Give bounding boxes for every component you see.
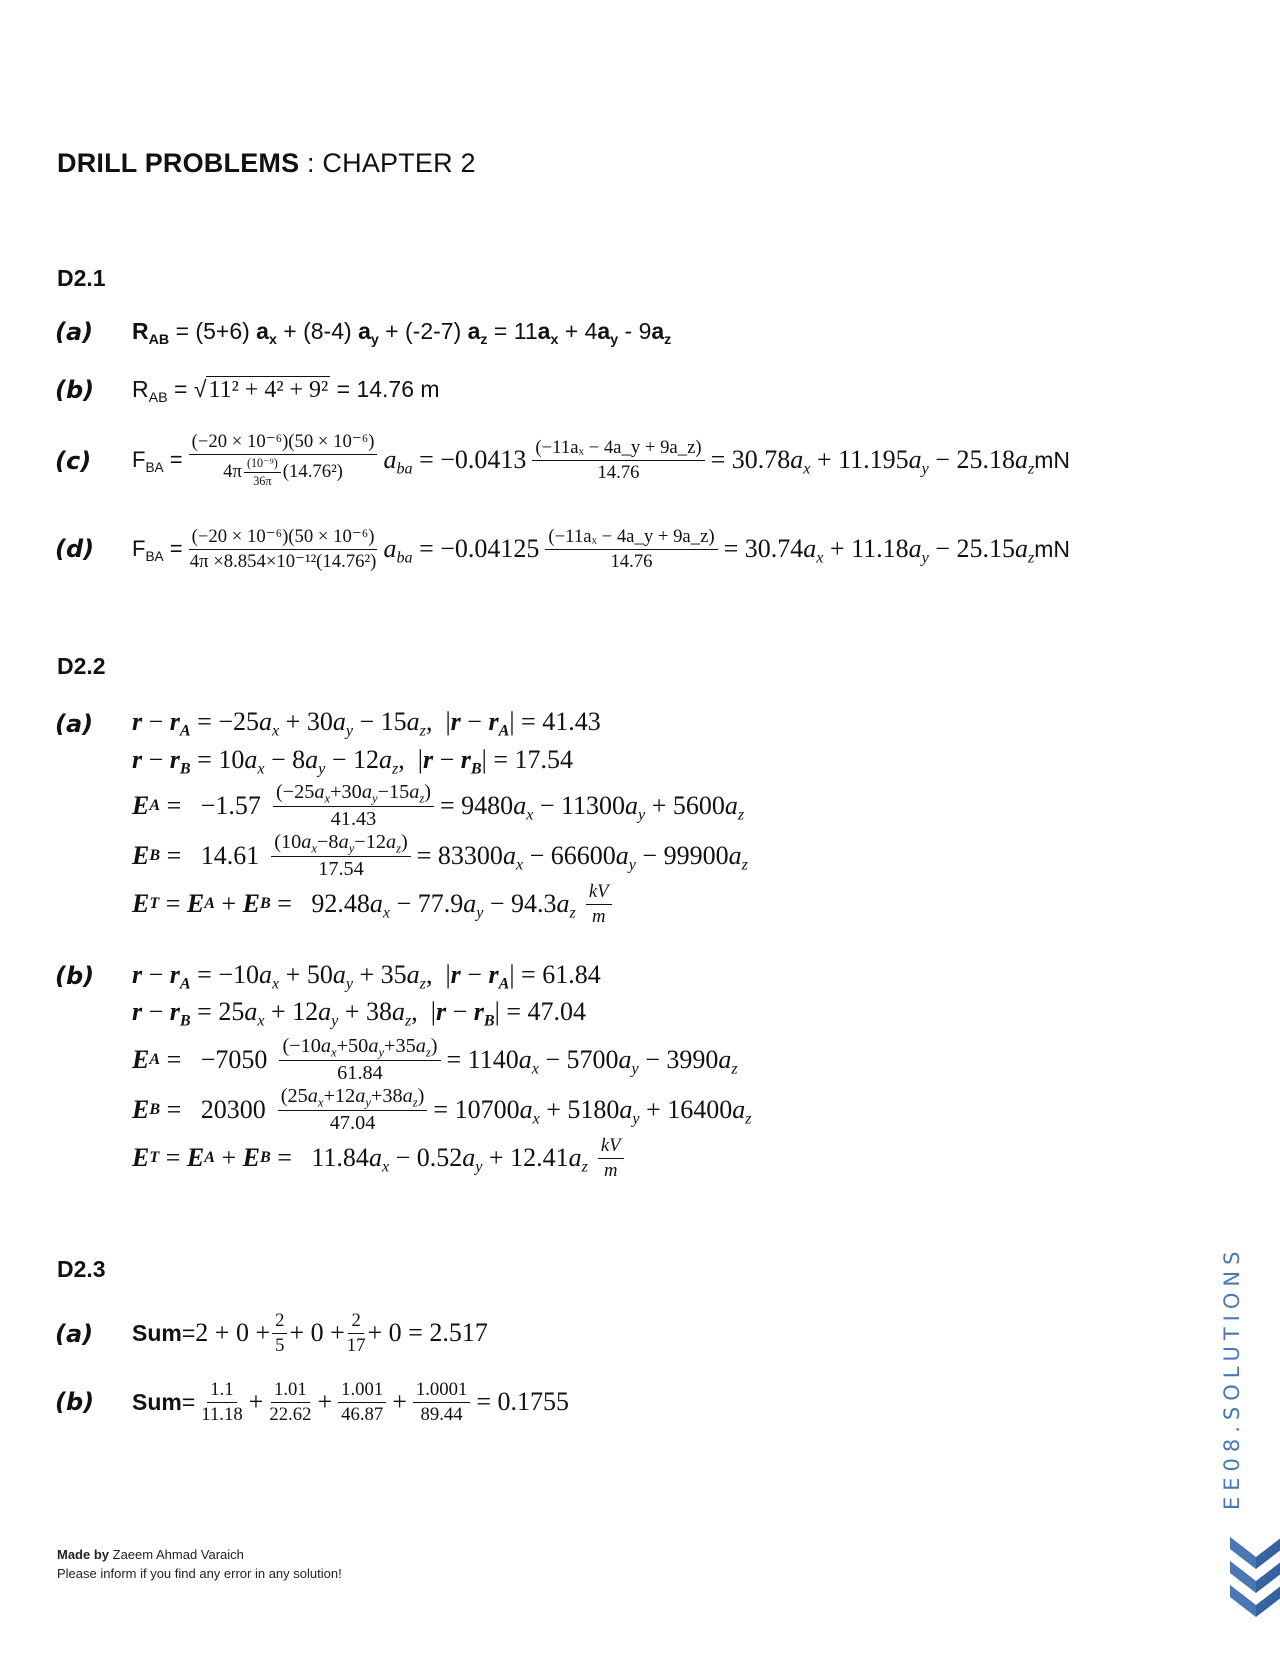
equation-d21-c: $F_{BA}$ = (−20 × 10⁻⁶)(50 × 10⁻⁶) 4π $\frac{\text{(10⁻⁹)}}{36\pi}$ (14.76²) $a_{ba} = -0.0413$ $\frac{\text{(−11aₓ − 4a\_y + 9a\_z)}}{14.76}$ = $30.78a_x + 11.195a_y - 25.18a_z$ mN (132, 431, 1071, 488)
equation-d22-b-et: E T = E A + E B = $11.84a_x - 0.52a_y + 12.41a_z$ $\frac{kV}{m}$ (132, 1132, 630, 1184)
page-title (57, 148, 476, 179)
part-label: (b) (55, 1388, 95, 1416)
section-heading-d2-2: D2.2 (57, 653, 106, 679)
footer-note: Please inform if you find any error in any solution! (57, 1566, 342, 1581)
equation-d22-b-ea: E A = −7050 $\frac{(-10a_x+50a_y+35a_z)}{61.84}$ = $1140a_x - 5700a_y - 3990a_z$ (132, 1035, 738, 1084)
equation-d22-b-line1: $r - r_A = -10a_x + 50a_y + 35a_z$, $|r - r_A| = 61.84$ (132, 960, 601, 993)
section-heading-d2-1: D2.1 (57, 265, 106, 291)
watermark-text: EE08.SOLUTIONS (1220, 1245, 1244, 1510)
part-label: (b) (55, 962, 95, 990)
equation-d22-a-eb: E B = 14.61 $\frac{(10a_x-8a_y-12a_z)}{17.54}$ = $83300a_x - 66600a_y - 99900a_z$ (132, 831, 748, 880)
equation-d22-b-eb: E B = 20300 $\frac{(25a_x+12a_y+38a_z)}{47.04}$ = $10700a_x + 5180a_y + 16400a_z$ (132, 1085, 752, 1134)
equation-d21-a: $R_{AB} = (5+6) a_x + (8-4) a_y + (-2-7) a_z = 11a_x + 4a_y - 9a_z$ (132, 318, 672, 348)
part-label: (b) (55, 376, 95, 404)
part-label: (a) (55, 1320, 94, 1348)
section-heading-d2-3: D2.3 (57, 1256, 106, 1282)
equation-d22-b-line2: $r - r_B = 25a_x + 12a_y + 38a_z$, $|r - r_B| = 47.04$ (132, 997, 587, 1030)
part-label: (a) (55, 710, 94, 738)
equation-d22-a-ea: E A = −1.57 $\frac{(-25a_x+30a_y-15a_z)}{41.43}$ = $9480a_x - 11300a_y + 5600a_z$ (132, 781, 745, 830)
title-rest: : CHAPTER 2 (299, 148, 476, 178)
equation-d21-b: $R_{AB} = √11^2 + 4^2 + 9^2 = 14.76$ m (132, 376, 440, 406)
equation-d23-b: Sum = $\frac{1.1}{11.18}$ + $\frac{1.01}{22.62}$ + $\frac{1.001}{46.87}$ + $\frac{1.0001}{89.44}$ = 0.1755 (132, 1378, 569, 1425)
chevron-stack-icon (1228, 1535, 1280, 1630)
equation-d22-a-line2: $r - r_B = 10a_x - 8a_y - 12a_z$, $|r - r_B| = 17.54$ (132, 745, 574, 778)
equation-d22-a-et: E T = E A + E B = $92.48a_x - 77.9a_y - 94.3a_z$ $\frac{kV}{m}$ (132, 878, 618, 930)
title-bold: DRILL PROBLEMS (57, 148, 300, 178)
equation-d22-a-line1: $r - r_A = -25a_x + 30a_y - 15a_z$, $|r - r_A| = 41.43$ (132, 707, 601, 740)
part-label: (d) (55, 535, 95, 563)
part-label: (c) (55, 447, 92, 475)
equation-d21-d: $F_{BA}$ = $\frac{\text{(−20 × 10⁻⁶)(50 × 10⁻⁶)}}{\text{4π ×8.854×10⁻¹²(14.76²)}}$ $a_{ba} = -0.04125$ $\frac{\text{(−11aₓ − 4a\_y + 9a\_z)}}{14.76}$ = $30.74a_x + 11.18a_y - 25.15a_z$ mN (132, 525, 1071, 572)
footer-credit: Made by Zaeem Ahmad Varaich (57, 1547, 244, 1562)
part-label: (a) (55, 318, 94, 346)
equation-d23-a: Sum = 2 + 0 + $\frac{2}{5}$ + 0 + $\frac{2}{17}$ + 0 = 2.517 (132, 1309, 488, 1356)
